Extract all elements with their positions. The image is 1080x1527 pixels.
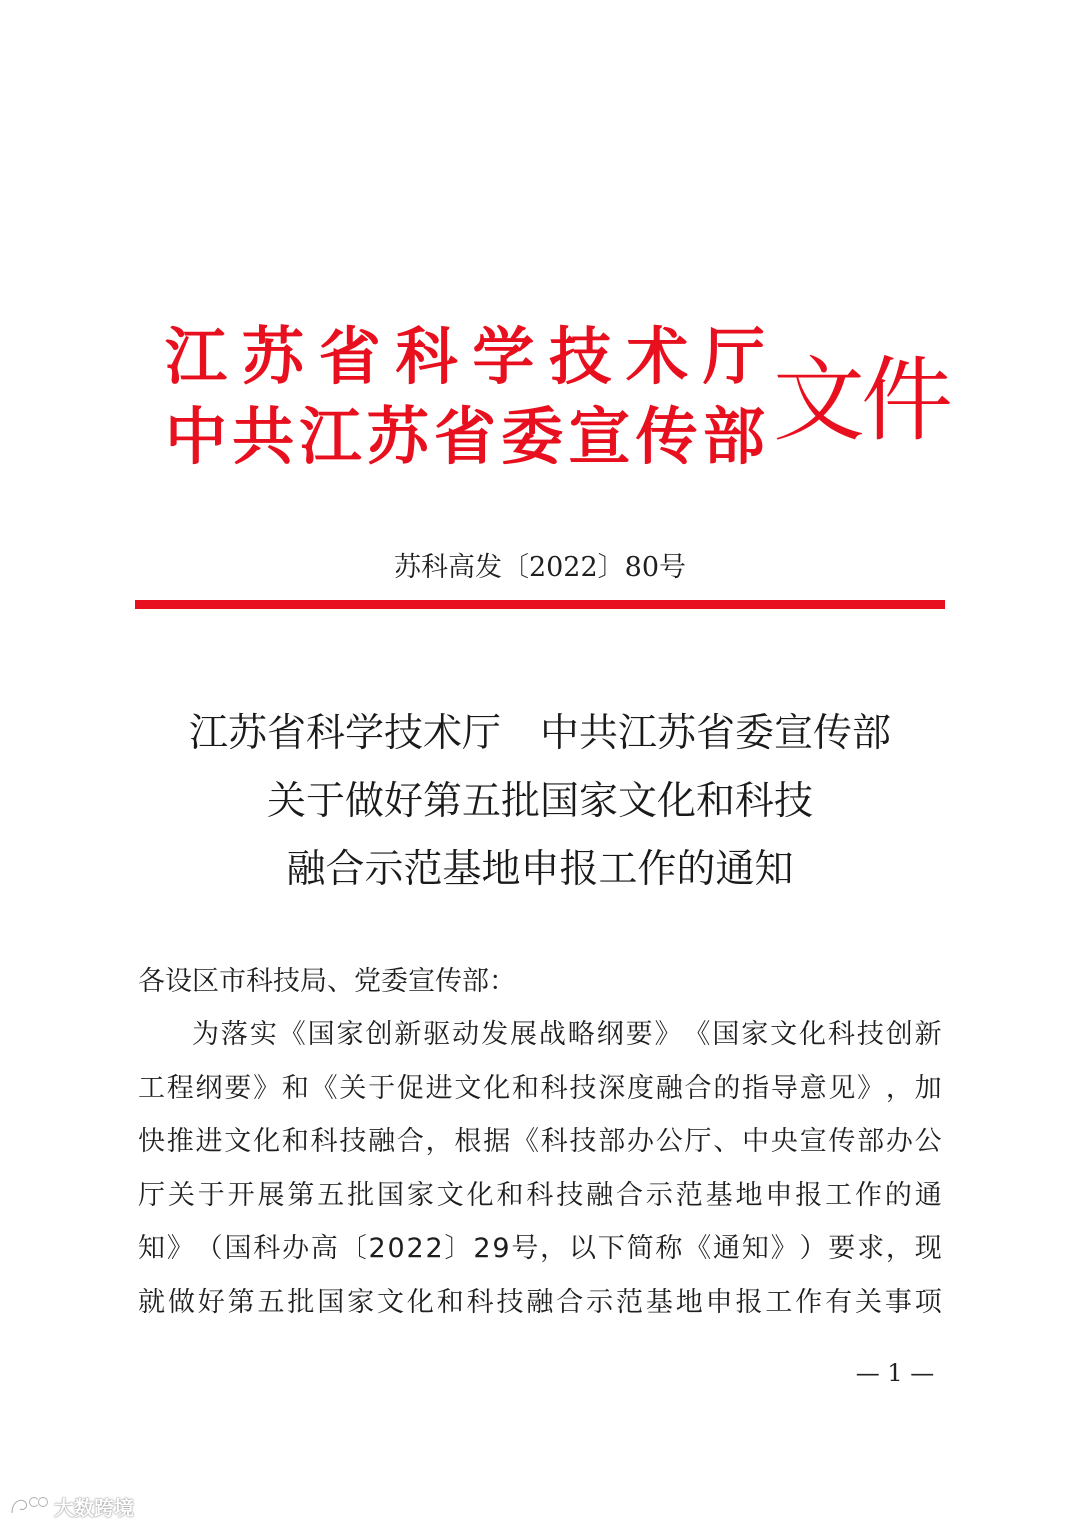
glyph: 发 [481, 1019, 509, 1050]
glyph: 公 [655, 1126, 683, 1157]
glyph: 传 [635, 400, 698, 473]
glyph: 要 [224, 1072, 252, 1104]
glyph: 融 [368, 1126, 396, 1157]
glyph: 厅 [702, 320, 765, 393]
glyph: 进 [195, 1126, 223, 1157]
glyph: 省 [318, 320, 381, 393]
document-title [100, 700, 980, 904]
glyph: 合 [616, 1179, 643, 1211]
glyph: 家 [406, 1179, 434, 1211]
glyph: 为 [192, 1019, 219, 1050]
glyph: 〕 [444, 1233, 472, 1264]
glyph: 合 [556, 1286, 584, 1318]
glyph: 厅 [138, 1179, 165, 1211]
glyph: 2 [473, 1233, 491, 1264]
glyph: 开 [227, 1179, 255, 1211]
glyph: 推 [166, 1126, 194, 1157]
glyph: 2 [368, 1233, 386, 1264]
glyph: 动 [452, 1019, 480, 1050]
glyph: 中 [742, 1126, 770, 1157]
glyph: 的 [713, 1072, 741, 1104]
glyph: 文 [436, 1179, 464, 1211]
glyph: 《 [684, 1233, 712, 1264]
watermark-text: 大数跨境 [54, 1495, 134, 1520]
glyph: 科 [253, 1233, 281, 1264]
glyph: 国 [224, 1233, 252, 1264]
issuing-org-2 [165, 400, 765, 474]
glyph: 和 [281, 1072, 309, 1104]
glyph: 共 [232, 400, 295, 473]
glyph: 进 [425, 1072, 453, 1104]
glyph: 创 [365, 1019, 393, 1050]
glyph: 委 [501, 400, 564, 473]
glyph: 五 [257, 1286, 285, 1318]
glyph: 基 [705, 1179, 733, 1211]
glyph: 知 [741, 1233, 769, 1264]
page-number: — 1 — [855, 1359, 935, 1387]
salutation: 各设区市科技局、党委宣传部： [138, 966, 516, 997]
glyph: 厅 [684, 1126, 712, 1157]
glyph: 、 [713, 1126, 741, 1157]
glyph: 批 [287, 1286, 315, 1318]
glyph: 作 [795, 1286, 823, 1318]
glyph: 示 [586, 1286, 614, 1318]
title-line-2: 关于做好第五批国家文化和科技 [266, 779, 813, 824]
glyph: 和 [281, 1126, 309, 1157]
glyph: 关 [855, 1286, 882, 1318]
glyph: 加 [914, 1072, 942, 1104]
document-word: 文件 [773, 347, 950, 454]
glyph: 称 [655, 1233, 683, 1264]
glyph: 报 [735, 1286, 763, 1318]
paragraph-line [138, 1169, 942, 1223]
glyph: 科 [540, 1126, 568, 1157]
glyph: 文 [770, 1019, 798, 1050]
glyph: 通 [914, 1179, 942, 1211]
glyph: 根 [454, 1126, 482, 1157]
glyph: 指 [742, 1072, 770, 1104]
glyph: 高 [310, 1233, 338, 1264]
glyph: 新 [914, 1019, 942, 1050]
glyph: ， [885, 1233, 913, 1264]
glyph: 化 [406, 1286, 434, 1318]
glyph: 》 [253, 1072, 281, 1104]
glyph: 科 [827, 1019, 855, 1050]
glyph: 文 [377, 1286, 404, 1318]
glyph: 2 [406, 1233, 424, 1264]
glyph: 和 [496, 1179, 524, 1211]
glyph: 江 [299, 400, 362, 473]
glyph: ， [425, 1126, 453, 1157]
glyph: 纲 [596, 1019, 624, 1050]
glyph: 好 [197, 1286, 225, 1318]
issuing-org-1 [165, 320, 765, 394]
glyph: 技 [556, 1179, 584, 1211]
glyph: 《 [683, 1019, 711, 1050]
paragraph-line [138, 1062, 942, 1116]
glyph: 范 [675, 1179, 703, 1211]
glyph: 〔 [339, 1233, 367, 1264]
glyph: 展 [509, 1019, 537, 1050]
glyph: 技 [569, 1072, 597, 1104]
red-separator-rule [135, 600, 945, 609]
glyph: 实 [249, 1019, 277, 1050]
glyph: 的 [884, 1179, 912, 1211]
glyph: 文 [454, 1072, 482, 1104]
glyph: 意 [799, 1072, 827, 1104]
glyph: 科 [466, 1286, 494, 1318]
glyph: 科 [526, 1179, 554, 1211]
glyph: 关 [167, 1179, 195, 1211]
glyph: 下 [597, 1233, 625, 1264]
glyph: 作 [855, 1179, 882, 1211]
glyph: 地 [675, 1286, 703, 1318]
glyph: 科 [310, 1126, 338, 1157]
paragraph-line [138, 1008, 942, 1062]
glyph: 略 [567, 1019, 595, 1050]
glyph: 关 [339, 1072, 367, 1104]
glyph: ， [540, 1233, 568, 1264]
glyph: 技 [339, 1126, 367, 1157]
glyph: 》 [654, 1019, 682, 1050]
glyph: ） [799, 1233, 827, 1264]
glyph: 见 [828, 1072, 856, 1104]
glyph: 办 [627, 1126, 655, 1157]
glyph: 第 [227, 1286, 255, 1318]
glyph: 工 [825, 1179, 853, 1211]
glyph: 技 [569, 1126, 597, 1157]
glyph: 办 [885, 1126, 913, 1157]
glyph: 化 [483, 1072, 511, 1104]
glyph: 于 [368, 1072, 396, 1104]
glyph: 融 [586, 1179, 614, 1211]
glyph: 国 [317, 1286, 345, 1318]
glyph: 苏 [366, 400, 429, 473]
glyph: 事 [884, 1286, 912, 1318]
glyph: 简 [626, 1233, 654, 1264]
glyph: 中 [165, 400, 228, 473]
glyph: 苏 [241, 320, 304, 393]
glyph: 技 [856, 1019, 884, 1050]
glyph: 项 [914, 1286, 942, 1318]
glyph: 》 [857, 1072, 885, 1104]
glyph: 宣 [799, 1126, 827, 1157]
glyph: 展 [257, 1179, 285, 1211]
glyph: 创 [885, 1019, 913, 1050]
glyph: 文 [224, 1126, 252, 1157]
glyph: 部 [702, 400, 765, 473]
glyph: 国 [377, 1179, 404, 1211]
body-text [138, 956, 942, 1329]
glyph: 工 [765, 1286, 793, 1318]
glyph: 以 [568, 1233, 596, 1264]
glyph: 落 [220, 1019, 248, 1050]
paragraph-line [138, 1276, 942, 1330]
glyph: 就 [138, 1286, 165, 1318]
glyph: 江 [165, 320, 228, 393]
glyph: 融 [526, 1286, 554, 1318]
document-number: 苏科高发〔2022〕80号 [393, 552, 687, 583]
glyph: 驱 [423, 1019, 451, 1050]
glyph: 合 [684, 1072, 712, 1104]
glyph: 申 [765, 1179, 793, 1211]
glyph: 战 [538, 1019, 566, 1050]
glyph: ， [885, 1072, 913, 1104]
paragraph-line [138, 1115, 942, 1169]
red-header [165, 318, 950, 478]
glyph: 国 [307, 1019, 335, 1050]
glyph: 知 [138, 1233, 165, 1264]
glyph: 2 [425, 1233, 443, 1264]
glyph: 《 [278, 1019, 306, 1050]
glyph: 批 [347, 1179, 375, 1211]
title-line-3: 融合示范基地申报工作的通知 [286, 847, 794, 892]
glyph: 新 [394, 1019, 422, 1050]
watermark [8, 1488, 134, 1524]
watermark-logo-icon [8, 1493, 48, 1519]
glyph: 化 [799, 1019, 827, 1050]
glyph: 现 [914, 1233, 942, 1264]
glyph: 技 [496, 1286, 524, 1318]
glyph: 9 [492, 1233, 510, 1264]
glyph: 家 [347, 1286, 375, 1318]
glyph: 有 [825, 1286, 853, 1318]
glyph: 纲 [195, 1072, 223, 1104]
glyph: 《 [310, 1072, 338, 1104]
glyph: 深 [598, 1072, 626, 1104]
glyph: 程 [166, 1072, 194, 1104]
glyph: 求 [857, 1233, 885, 1264]
glyph: 快 [138, 1126, 165, 1157]
glyph: 第 [287, 1179, 315, 1211]
glyph: 《 [511, 1126, 539, 1157]
glyph: 工 [138, 1072, 165, 1104]
glyph: 传 [828, 1126, 856, 1157]
glyph: 公 [914, 1126, 942, 1157]
glyph: 号 [511, 1233, 539, 1264]
glyph: 范 [616, 1286, 643, 1318]
glyph: 央 [770, 1126, 798, 1157]
glyph: 据 [483, 1126, 511, 1157]
glyph: 地 [735, 1179, 763, 1211]
glyph: 》 [166, 1233, 194, 1264]
glyph: 化 [253, 1126, 281, 1157]
glyph: 家 [336, 1019, 364, 1050]
glyph: 基 [645, 1286, 673, 1318]
glyph: 学 [472, 320, 535, 393]
paragraph-line [138, 1222, 942, 1276]
glyph: 申 [705, 1286, 733, 1318]
glyph: 技 [549, 320, 612, 393]
glyph: 要 [625, 1019, 653, 1050]
glyph: 做 [167, 1286, 195, 1318]
glyph: 部 [857, 1126, 885, 1157]
glyph: （ [195, 1233, 223, 1264]
glyph: 度 [627, 1072, 655, 1104]
glyph: 科 [540, 1072, 568, 1104]
glyph: 和 [436, 1286, 464, 1318]
glyph: 》 [770, 1233, 798, 1264]
glyph: 报 [795, 1179, 823, 1211]
glyph: 科 [395, 320, 458, 393]
glyph: 省 [433, 400, 496, 473]
glyph: 于 [197, 1179, 225, 1211]
glyph: 示 [645, 1179, 673, 1211]
glyph: 融 [655, 1072, 683, 1104]
glyph: 促 [396, 1072, 424, 1104]
glyph: 家 [741, 1019, 769, 1050]
glyph: 导 [770, 1072, 798, 1104]
glyph: 化 [466, 1179, 494, 1211]
glyph: 国 [712, 1019, 740, 1050]
glyph: 和 [511, 1072, 539, 1104]
glyph: 0 [387, 1233, 405, 1264]
glyph: 办 [282, 1233, 310, 1264]
glyph: 术 [626, 320, 689, 393]
glyph: 合 [396, 1126, 424, 1157]
glyph: 通 [713, 1233, 740, 1264]
glyph: 宣 [568, 400, 631, 473]
glyph: 五 [317, 1179, 345, 1211]
title-line-1: 江苏省科学技术厅 中共江苏省委宣传部 [188, 711, 891, 756]
glyph: 要 [828, 1233, 856, 1264]
glyph: 部 [598, 1126, 626, 1157]
